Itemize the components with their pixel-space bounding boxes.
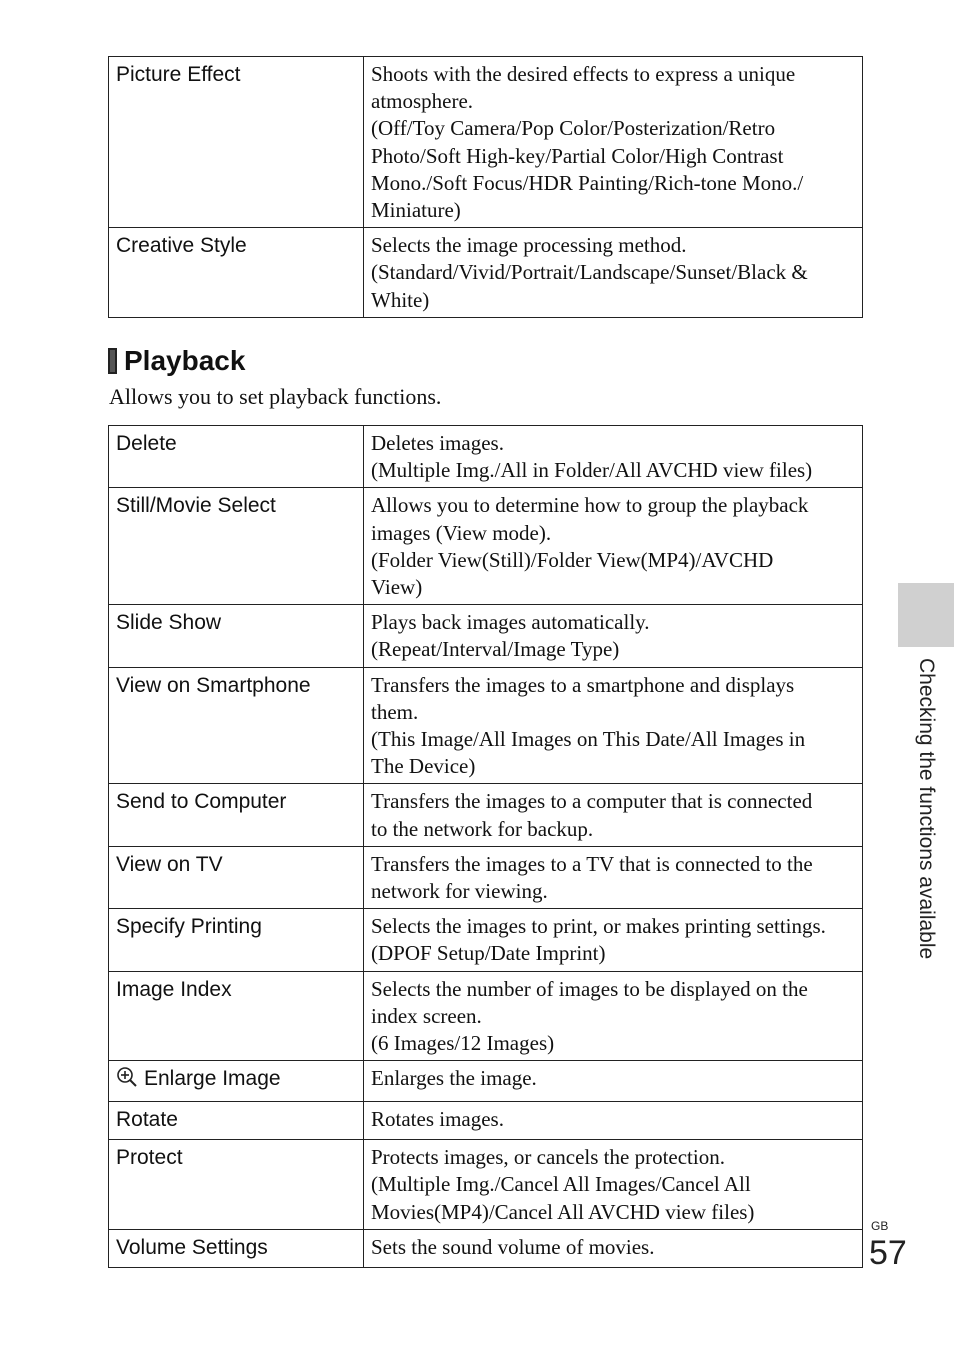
function-description: [364, 1061, 863, 1102]
description-line: Rotates images.: [371, 1107, 504, 1132]
description-line: Enlarges the image.: [371, 1066, 537, 1091]
table-row: [109, 784, 863, 846]
description-line: (6 Images/12 Images): [371, 1031, 555, 1056]
description-line: Transfers the images to a computer that is connected: [371, 789, 813, 814]
function-description: [364, 57, 863, 228]
description-line: to the network for backup.: [371, 816, 594, 841]
description-line: Transfers the images to a smartphone and displays: [371, 672, 795, 697]
table-row: [109, 1140, 863, 1230]
description-line: Mono./Soft Focus/HDR Painting/Rich-tone Mono./: [371, 170, 804, 195]
page-number: 57: [869, 1234, 907, 1272]
description-line: (Repeat/Interval/Image Type): [371, 637, 620, 662]
function-description: [364, 426, 863, 488]
description-line: Shoots with the desired effects to express a unique: [371, 62, 796, 86]
table-row: [109, 605, 863, 667]
function-name: Slide Show: [109, 605, 364, 667]
description-line: White): [371, 287, 430, 312]
function-name: View on TV: [109, 846, 364, 908]
function-description: [364, 784, 863, 846]
side-tab: [898, 583, 954, 647]
description-line: index screen.: [371, 1003, 482, 1028]
function-name: Creative Style: [109, 228, 364, 318]
function-description: [364, 909, 863, 971]
function-description: [364, 667, 863, 784]
description-line: Selects the number of images to be displayed on the: [371, 976, 808, 1001]
description-line: (DPOF Setup/Date Imprint): [371, 941, 606, 966]
description-line: Sets the sound volume of movies.: [371, 1234, 655, 1259]
description-line: The Device): [371, 754, 476, 779]
description-line: View): [371, 575, 423, 600]
section-heading: [108, 343, 245, 379]
description-line: (Multiple Img./All in Folder/All AVCHD view files): [371, 458, 813, 483]
function-name: Send to Computer: [109, 784, 364, 846]
description-line: Miniature): [371, 198, 461, 223]
function-description: [364, 605, 863, 667]
table-row: [109, 1229, 863, 1267]
description-line: them.: [371, 699, 419, 724]
table-row: [109, 909, 863, 971]
description-line: Allows you to determine how to group the playback: [371, 493, 809, 518]
side-tab-label: Checking the functions available: [915, 658, 938, 960]
description-line: Selects the images to print, or makes printing settings.: [371, 914, 826, 939]
function-name: Still/Movie Select: [109, 488, 364, 605]
function-description: [364, 971, 863, 1061]
table-row: [109, 488, 863, 605]
table-row: [109, 1061, 863, 1102]
function-name: Image Index: [109, 971, 364, 1061]
table-row: [109, 426, 863, 488]
description-line: Transfers the images to a TV that is connected to the: [371, 851, 813, 876]
description-line: (This Image/All Images on This Date/All Images in: [371, 727, 806, 752]
settings-table: [108, 56, 863, 318]
function-name: Delete: [109, 426, 364, 488]
function-name: View on Smartphone: [109, 667, 364, 784]
description-line: network for viewing.: [371, 879, 548, 904]
table-row: [109, 228, 863, 318]
function-description: [364, 488, 863, 605]
function-name: Rotate: [109, 1102, 364, 1140]
table-row: [109, 57, 863, 228]
function-name: Specify Printing: [109, 909, 364, 971]
description-line: atmosphere.: [371, 89, 474, 114]
table-row: [109, 1102, 863, 1140]
function-name: [109, 1061, 364, 1102]
table-row: [109, 846, 863, 908]
function-name: Picture Effect: [109, 57, 364, 228]
table-row: [109, 971, 863, 1061]
zoom-in-icon: [116, 1066, 138, 1095]
description-line: (Off/Toy Camera/Pop Color/Posterization/Retro: [371, 116, 776, 141]
function-description: [364, 228, 863, 318]
description-line: Plays back images automatically.: [371, 610, 650, 635]
section-marker-icon: [108, 348, 117, 374]
description-line: (Multiple Img./Cancel All Images/Cancel All: [371, 1172, 751, 1197]
description-line: (Folder View(Still)/Folder View(MP4)/AVCHD: [371, 547, 774, 572]
description-line: Movies(MP4)/Cancel All AVCHD view files): [371, 1199, 755, 1224]
section-title: Playback: [124, 345, 246, 376]
function-description: [364, 1229, 863, 1267]
description-line: (Standard/Vivid/Portrait/Landscape/Sunset/Black &: [371, 260, 808, 285]
function-name-text: Enlarge Image: [144, 1067, 281, 1091]
playback-table: [108, 425, 863, 1268]
function-description: [364, 1140, 863, 1230]
function-name: Volume Settings: [109, 1229, 364, 1267]
function-description: [364, 846, 863, 908]
description-line: images (View mode).: [371, 520, 552, 545]
table-row: [109, 667, 863, 784]
function-name: Protect: [109, 1140, 364, 1230]
function-description: [364, 1102, 863, 1140]
section-intro: Allows you to set playback functions.: [109, 384, 442, 409]
description-line: Photo/Soft High-key/Partial Color/High Contrast: [371, 143, 784, 168]
description-line: Protects images, or cancels the protection.: [371, 1145, 725, 1170]
description-line: Selects the image processing method.: [371, 233, 687, 258]
region-code: GB: [871, 1219, 889, 1233]
description-line: Deletes images.: [371, 431, 504, 455]
